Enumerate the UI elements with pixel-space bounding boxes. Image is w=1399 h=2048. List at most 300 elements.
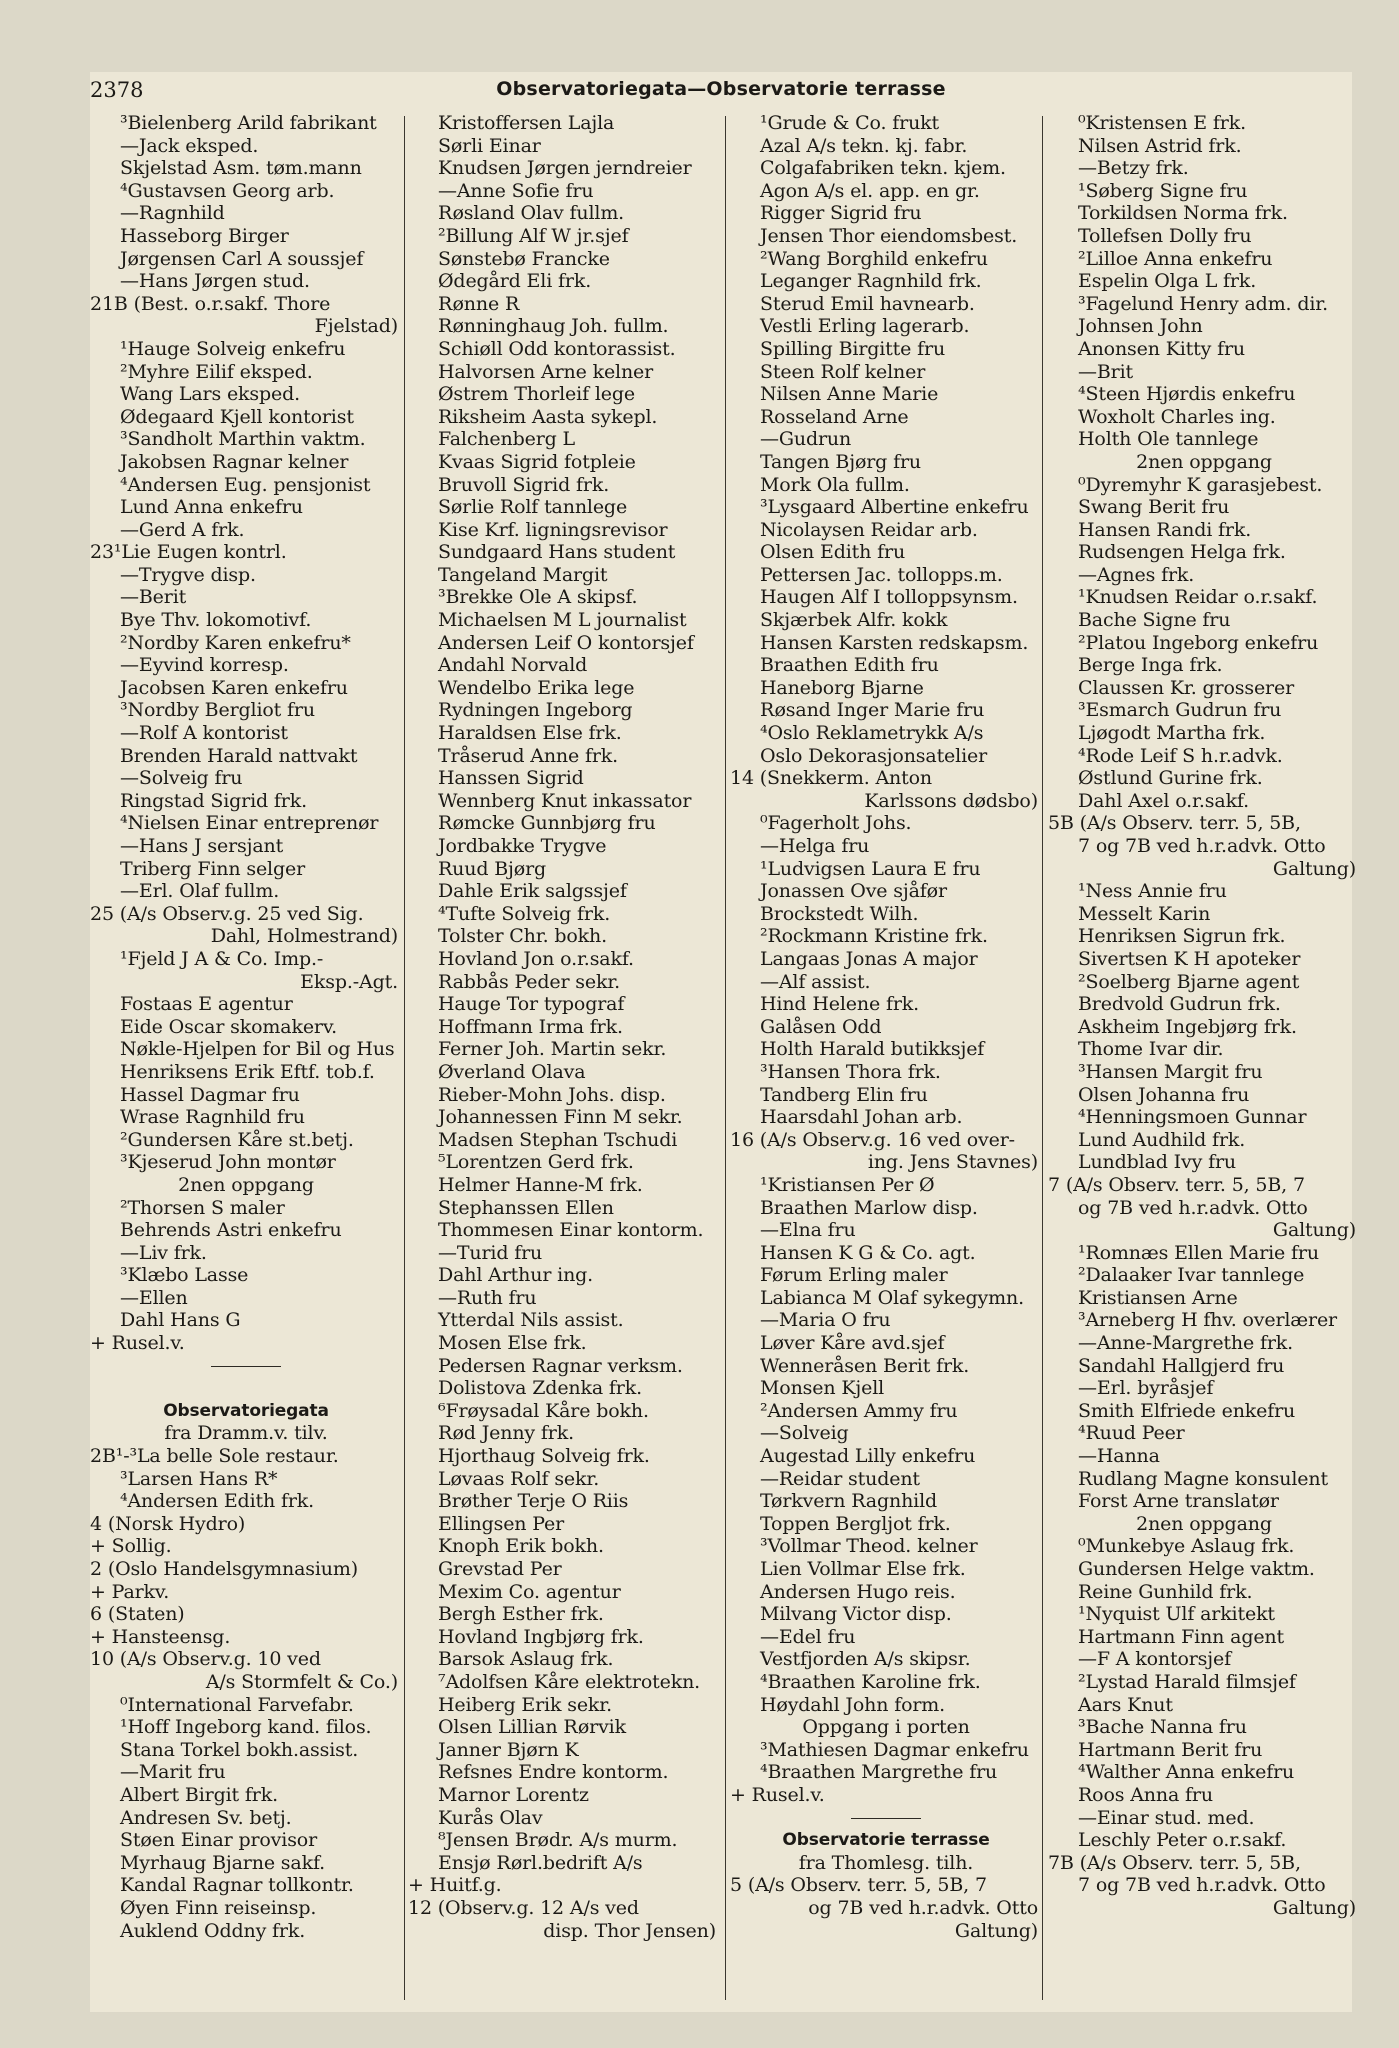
resident-entry: Wrase Ragnhild fru <box>120 1106 305 1129</box>
resident-entry: —Helga fru <box>760 835 870 857</box>
resident-entry: Helmer Hanne-M frk. <box>438 1173 643 1196</box>
resident-entry: Henriksens Erik Eftf. tob.f. <box>120 1060 375 1083</box>
resident-entry: ⁴Braathen Karoline frk. <box>760 1670 981 1693</box>
column-rule <box>725 116 726 2000</box>
resident-entry: Sørlie Rolf tannlege <box>438 496 628 519</box>
resident-entry: ¹Ludvigsen Laura E fru <box>760 857 981 880</box>
resident-entry: ⁴Walther Anna enkefru <box>1078 1761 1295 1784</box>
resident-entry: Kristiansen Arne <box>1078 1286 1238 1309</box>
resident-entry: ³Brekke Ole A skipsf. <box>438 586 638 609</box>
resident-entry: Colgafabriken tekn. kjem. <box>760 157 1006 180</box>
resident-entry: Olsen Edith fru <box>760 541 906 564</box>
resident-entry: Woxholt Charles ing. <box>1078 405 1276 428</box>
resident-entry: ⁴Oslo Reklametrykk A/s <box>760 722 984 745</box>
resident-entry: Smith Elfriede enkefru <box>1078 1399 1296 1422</box>
resident-entry: fra Dramm.v. tilv. <box>164 1422 328 1445</box>
resident-entry: Oslo Dekorasjonsatelier <box>760 744 988 767</box>
directory-page <box>90 72 1356 2012</box>
house-number-entry: 4 (Norsk Hydro) <box>90 1512 246 1535</box>
resident-entry: Dolistova Zdenka frk. <box>438 1377 642 1400</box>
resident-entry: Steen Rolf kelner <box>760 360 926 383</box>
resident-entry: Hovland Jon o.r.sakf. <box>438 947 634 970</box>
resident-entry: Agon A/s el. app. en gr. <box>760 179 980 202</box>
resident-entry: Hoffmann Irma frk. <box>438 1015 623 1038</box>
resident-entry: Bredvold Gudrun frk. <box>1078 993 1281 1016</box>
resident-entry: Ellingsen Per <box>438 1512 565 1535</box>
resident-entry: Wenneråsen Berit frk. <box>760 1354 970 1377</box>
cross-street-marker: + Rusel.v. <box>90 1332 185 1355</box>
resident-entry: ²Andersen Ammy fru <box>760 1399 958 1422</box>
resident-entry: Dahl, Holmestrand) <box>210 925 398 948</box>
resident-entry: Jacobsen Karen enkefru <box>120 676 348 699</box>
resident-entry: Vestfjorden A/s skipsr. <box>760 1648 971 1671</box>
resident-entry: Augestad Lilly enkefru <box>760 1445 976 1468</box>
resident-entry: ³Bache Nanna fru <box>1078 1716 1247 1739</box>
resident-entry: Madsen Stephan Tschudi <box>438 1128 678 1151</box>
resident-entry: ²Rockmann Kristine frk. <box>760 925 988 948</box>
resident-entry: Rydningen Ingeborg <box>438 699 633 722</box>
resident-entry: Stephanssen Ellen <box>438 1196 614 1219</box>
resident-entry: Halvorsen Arne kelner <box>438 360 654 383</box>
resident-entry: Grevstad Per <box>438 1558 562 1580</box>
resident-entry: —Erl. byråsjef <box>1078 1377 1214 1400</box>
resident-entry: ³Arneberg H fhv. overlærer <box>1078 1309 1337 1332</box>
house-number-entry: 2B¹-³La belle Sole restaur. <box>90 1445 339 1468</box>
resident-entry: ⁰Munkebye Aslaug frk. <box>1078 1535 1295 1558</box>
resident-entry: Langaas Jonas A major <box>760 947 978 970</box>
resident-entry: —Elna fru <box>760 1219 856 1242</box>
resident-entry: Sivertsen K H apoteker <box>1078 947 1301 970</box>
resident-entry: Tangen Bjørg fru <box>760 450 921 473</box>
resident-entry: Tolster Chr. bokh. <box>438 925 608 948</box>
column-3 <box>730 112 1042 1942</box>
resident-entry: Ødegaard Kjell kontorist <box>120 405 354 428</box>
resident-entry: ⁴Ruud Peer <box>1078 1422 1185 1445</box>
resident-entry: ⁶Frøysadal Kåre bokh. <box>438 1399 649 1422</box>
resident-entry: ⁴Nielsen Einar entreprenør <box>120 812 379 835</box>
resident-entry: ¹Nyquist Ulf arkitekt <box>1078 1603 1275 1626</box>
resident-entry: Hansen Karsten redskapsm. <box>760 631 1029 654</box>
resident-entry: Røsand Inger Marie fru <box>760 699 985 722</box>
resident-entry: Schiøll Odd kontorassist. <box>438 337 676 360</box>
resident-entry: Kvaas Sigrid fotpleie <box>438 450 636 473</box>
resident-entry: —Hans J sersjant <box>120 835 284 857</box>
resident-entry: Østrem Thorleif lege <box>438 383 635 406</box>
resident-entry: Dahle Erik salgssjef <box>438 880 627 903</box>
resident-entry: Galtung) <box>1272 857 1356 880</box>
resident-entry: ⁰Kristensen E frk. <box>1078 112 1246 134</box>
resident-entry: Rudlang Magne konsulent <box>1078 1467 1328 1490</box>
resident-entry: Hauge Tor typograf <box>438 993 625 1016</box>
resident-entry: Bye Thv. lokomotivf. <box>120 609 312 632</box>
resident-entry: —Anne Sofie fru <box>438 179 594 202</box>
resident-entry: Olsen Johanna fru <box>1078 1083 1250 1106</box>
resident-entry: —Edel fru <box>760 1625 856 1648</box>
resident-entry: —Reidar student <box>760 1467 920 1490</box>
resident-entry: Andersen Hugo reis. <box>760 1580 956 1603</box>
resident-entry: Swang Berit fru <box>1078 496 1230 519</box>
resident-entry: ²Myhre Eilif eksped. <box>120 360 313 383</box>
resident-entry: Kandal Ragnar tollkontr. <box>120 1874 354 1897</box>
resident-entry: —Solveig fru <box>120 767 243 790</box>
resident-entry: 7 og 7B ved h.r.advk. Otto <box>1078 1874 1326 1897</box>
house-number-entry: 7 (A/s Observ. terr. 5, 5B, 7 <box>1048 1173 1305 1196</box>
resident-entry: Albert Birgit frk. <box>120 1783 278 1806</box>
house-number-entry: 12 (Observ.g. 12 A/s ved <box>408 1896 639 1919</box>
resident-entry: Haarsdahl Johan arb. <box>760 1106 963 1129</box>
resident-entry: Jonassen Ove sjåfør <box>760 880 947 903</box>
resident-entry: —Hans Jørgen stud. <box>120 270 310 293</box>
column-4 <box>1048 112 1360 1920</box>
resident-entry: ²Wang Borghild enkefru <box>760 247 988 270</box>
resident-entry: Fjelstad) <box>314 315 398 338</box>
house-number-entry: 10 (A/s Observ.g. 10 ved <box>90 1648 321 1671</box>
street-heading: Observatorie terrasse <box>782 1830 990 1851</box>
resident-entry: ³Kjeserud John montør <box>120 1151 336 1174</box>
resident-entry: Askheim Ingebjørg frk. <box>1078 1015 1297 1038</box>
resident-entry: Vestli Erling lagerarb. <box>760 315 970 338</box>
resident-entry: —Alf assist. <box>760 970 871 993</box>
resident-entry: Skjelstad Asm. tøm.mann <box>120 157 362 180</box>
resident-entry: Ringstad Sigrid frk. <box>120 789 307 812</box>
resident-entry: Espelin Olga L frk. <box>1078 270 1257 293</box>
resident-entry: Nicolaysen Reidar arb. <box>760 518 978 541</box>
resident-entry: —Hanna <box>1078 1445 1160 1468</box>
resident-entry: Triberg Finn selger <box>120 857 306 880</box>
resident-entry: Azal A/s tekn. kj. fabr. <box>760 134 968 157</box>
resident-entry: ³Hansen Thora frk. <box>760 1060 941 1083</box>
resident-entry: Rosseland Arne <box>760 405 909 428</box>
resident-entry: Mosen Else frk. <box>438 1332 587 1355</box>
resident-entry: Sandahl Hallgjerd fru <box>1078 1354 1285 1377</box>
resident-entry: Kristoffersen Lajla <box>438 112 615 134</box>
resident-entry: ⁰Dyremyhr K garasjebest. <box>1078 473 1323 496</box>
resident-entry: Jensen Thor eiendomsbest. <box>760 224 1018 247</box>
resident-entry: Ytterdal Nils assist. <box>438 1309 624 1332</box>
house-number-entry: 16 (A/s Observ.g. 16 ved over- <box>730 1128 1015 1151</box>
resident-entry: Hassel Dagmar fru <box>120 1083 300 1106</box>
resident-entry: ¹Ness Annie fru <box>1078 880 1227 903</box>
resident-entry: —Jack eksped. <box>120 134 259 157</box>
resident-entry: Tollefsen Dolly fru <box>1078 224 1252 247</box>
resident-entry: Labianca M Olaf sykegymn. <box>760 1286 1024 1309</box>
resident-entry: Reine Gunhild frk. <box>1078 1580 1253 1603</box>
resident-entry: og 7B ved h.r.advk. Otto <box>1078 1196 1308 1219</box>
resident-entry: Haneborg Bjarne <box>760 676 924 699</box>
resident-entry: Toppen Bergljot frk. <box>760 1512 951 1535</box>
resident-entry: ¹Hauge Solveig enkefru <box>120 337 346 360</box>
resident-entry: ¹Kristiansen Per Ø <box>760 1173 935 1196</box>
resident-entry: 7 og 7B ved h.r.advk. Otto <box>1078 835 1326 857</box>
resident-entry: Johnsen John <box>1078 315 1203 338</box>
cross-street-marker: + Rusel.v. <box>730 1783 825 1806</box>
resident-entry: Milvang Victor disp. <box>760 1603 952 1626</box>
resident-entry: Behrends Astri enkefru <box>120 1219 342 1242</box>
resident-entry: Claussen Kr. grosserer <box>1078 676 1295 699</box>
resident-entry: ²Lystad Harald filmsjef <box>1078 1670 1296 1693</box>
resident-entry: Barsok Aslaug frk. <box>438 1648 614 1671</box>
resident-entry: Anonsen Kitty fru <box>1078 337 1246 360</box>
house-number-entry: 5 (A/s Observ. terr. 5, 5B, 7 <box>730 1874 987 1897</box>
resident-entry: ³Larsen Hans R* <box>120 1467 278 1490</box>
resident-entry: Rudsengen Helga frk. <box>1078 541 1286 564</box>
page-number: 2378 <box>90 78 144 102</box>
resident-entry: Lund Audhild frk. <box>1078 1128 1246 1151</box>
resident-entry: Østlund Gurine frk. <box>1078 767 1263 790</box>
resident-entry: 2nen oppgang <box>178 1173 314 1196</box>
resident-entry: ¹Grude & Co. frukt <box>760 112 940 134</box>
resident-entry: Skjærbek Alfr. kokk <box>760 609 948 632</box>
resident-entry: —Agnes frk. <box>1078 563 1195 586</box>
resident-entry: —Rolf A kontorist <box>120 722 288 745</box>
resident-entry: —Gudrun <box>760 428 852 451</box>
house-number-entry: 23¹Lie Eugen kontrl. <box>90 541 287 564</box>
resident-entry: Hansen K G & Co. agt. <box>760 1241 976 1264</box>
resident-entry: Rabbås Peder sekr. <box>438 970 621 993</box>
resident-entry: Henriksen Sigrun frk. <box>1078 925 1286 948</box>
resident-entry: Ljøgodt Martha frk. <box>1078 722 1266 745</box>
resident-entry: Fostaas E agentur <box>120 993 293 1016</box>
resident-entry: ⁴Andersen Eug. pensjonist <box>120 473 371 496</box>
resident-entry: Nøkle-Hjelpen for Bil og Hus <box>120 1038 395 1061</box>
resident-entry: —F A kontorsjef <box>1078 1648 1231 1671</box>
resident-entry: Braathen Edith fru <box>760 654 939 677</box>
resident-entry: Kurås Olav <box>438 1806 543 1829</box>
resident-entry: Messelt Karin <box>1078 902 1211 925</box>
resident-entry: Ruud Bjørg <box>438 857 547 880</box>
cross-street-marker: + Hansteensg. <box>90 1625 231 1648</box>
resident-entry: Sterud Emil havnearb. <box>760 292 975 315</box>
resident-entry: Leganger Ragnhild frk. <box>760 270 982 293</box>
house-number-entry: 7B (A/s Observ. terr. 5, 5B, <box>1048 1851 1301 1874</box>
resident-entry: Jordbakke Trygve <box>438 835 607 857</box>
resident-entry: Michaelsen M L journalist <box>438 609 687 632</box>
resident-entry: ³Esmarch Gudrun fru <box>1078 699 1282 722</box>
resident-entry: ²Nordby Karen enkefru* <box>120 631 351 654</box>
resident-entry: ¹Hoff Ingeborg kand. filos. <box>120 1716 372 1739</box>
resident-entry: Heiberg Erik sekr. <box>438 1693 613 1716</box>
resident-entry: Høydahl John form. <box>760 1693 946 1716</box>
resident-entry: Øyen Finn reiseinsp. <box>120 1896 317 1919</box>
resident-entry: Sønstebø Francke <box>438 247 610 270</box>
resident-entry: ²Dalaaker Ivar tannlege <box>1078 1264 1305 1287</box>
resident-entry: Hind Helene frk. <box>760 993 920 1016</box>
resident-entry: ²Gundersen Kåre st.betj. <box>120 1128 354 1151</box>
resident-entry: Hjorthaug Solveig frk. <box>438 1445 650 1468</box>
resident-entry: ²Billung Alf W jr.sjef <box>438 224 629 247</box>
resident-entry: —Marit fru <box>120 1761 226 1784</box>
cross-street-marker: + Sollig. <box>90 1535 172 1558</box>
resident-entry: Rigger Sigrid fru <box>760 202 922 225</box>
resident-entry: Løvaas Rolf sekr. <box>438 1467 600 1490</box>
column-rule <box>1042 116 1043 2000</box>
house-number-entry: 6 (Staten) <box>90 1603 185 1626</box>
resident-entry: Sundgaard Hans student <box>438 541 676 564</box>
resident-entry: Ferner Joh. Martin sekr. <box>438 1038 667 1061</box>
resident-entry: Pettersen Jac. tollopps.m. <box>760 563 1003 586</box>
resident-entry: fra Thomlesg. tilh. <box>798 1851 974 1874</box>
resident-entry: 2nen oppgang <box>1136 1512 1272 1535</box>
resident-entry: Andahl Norvald <box>438 654 588 677</box>
resident-entry: Brockstedt Wilh. <box>760 902 919 925</box>
resident-entry: —Turid fru <box>438 1241 543 1264</box>
resident-entry: Stana Torkel bokh.assist. <box>120 1738 359 1761</box>
resident-entry: Holth Harald butikksjef <box>760 1038 985 1061</box>
resident-entry: Rømcke Gunnbjørg fru <box>438 812 656 835</box>
resident-entry: ²Platou Ingeborg enkefru <box>1078 631 1319 654</box>
resident-entry: ¹Søberg Signe fru <box>1078 179 1248 202</box>
resident-entry: ¹Fjeld J A & Co. Imp.- <box>120 947 324 970</box>
resident-entry: Andresen Sv. betj. <box>120 1806 292 1829</box>
resident-entry: —Ruth fru <box>438 1286 537 1309</box>
resident-entry: Olsen Lillian Rørvik <box>438 1716 626 1739</box>
running-title: Observatoriegata—Observatorie terrasse <box>496 78 946 100</box>
resident-entry: Hansen Randi frk. <box>1078 518 1252 541</box>
resident-entry: Nilsen Anne Marie <box>760 383 939 406</box>
house-number-entry: 21B (Best. o.r.sakf. Thore <box>90 292 331 315</box>
resident-entry: Riksheim Aasta sykepl. <box>438 405 658 428</box>
cross-street-marker: + Huitf.g. <box>408 1874 502 1897</box>
resident-entry: ³Vollmar Theod. kelner <box>760 1535 978 1558</box>
resident-entry: ⁰International Farvefabr. <box>120 1693 354 1716</box>
resident-entry: Myrhaug Bjarne sakf. <box>120 1851 326 1874</box>
resident-entry: ³Klæbo Lasse <box>120 1264 249 1287</box>
resident-entry: Sørli Einar <box>438 134 541 157</box>
resident-entry: ²Thorsen S maler <box>120 1196 285 1219</box>
resident-entry: Galåsen Odd <box>760 1015 882 1038</box>
resident-entry: Wang Lars eksped. <box>120 383 301 406</box>
resident-entry: Støen Einar provisor <box>120 1829 318 1852</box>
resident-entry: Kise Krf. ligningsrevisor <box>438 518 668 541</box>
house-number-entry: 14 (Snekkerm. Anton <box>730 767 932 790</box>
resident-entry: Førum Erling maler <box>760 1264 948 1287</box>
resident-entry: —Anne-Margrethe frk. <box>1078 1332 1294 1355</box>
resident-entry: Mexim Co. agentur <box>438 1580 621 1603</box>
resident-entry: ⁸Jensen Brødr. A/s murm. <box>438 1829 678 1852</box>
resident-entry: 2nen oppgang <box>1136 450 1272 473</box>
resident-entry: ⁴Andersen Edith frk. <box>120 1490 315 1513</box>
resident-entry: Karlssons dødsbo) <box>864 789 1038 812</box>
resident-entry: Thommesen Einar kontorm. <box>438 1219 704 1242</box>
resident-entry: ³Lysgaard Albertine enkefru <box>760 496 1029 519</box>
resident-entry: Mork Ola fullm. <box>760 473 910 496</box>
resident-entry: og 7B ved h.r.advk. Otto <box>808 1896 1038 1919</box>
resident-entry: ⁴Steen Hjørdis enkefru <box>1078 383 1296 406</box>
resident-entry: Dahl Arthur ing. <box>438 1264 594 1287</box>
resident-entry: Eksp.-Agt. <box>300 970 398 993</box>
resident-entry: Galtung) <box>954 1919 1038 1942</box>
resident-entry: Brøther Terje O Riis <box>438 1490 629 1513</box>
resident-entry: —Liv frk. <box>120 1241 207 1264</box>
resident-entry: Spilling Birgitte fru <box>760 337 946 360</box>
section-divider <box>90 1355 402 1378</box>
resident-entry: Auklend Oddny frk. <box>120 1919 306 1942</box>
resident-entry: Lundblad Ivy fru <box>1078 1151 1236 1174</box>
resident-entry: ⁴Rode Leif S h.r.advk. <box>1078 744 1283 767</box>
resident-entry: ⁰Fagerholt Johs. <box>760 812 912 835</box>
resident-entry: Eide Oscar skomakerv. <box>120 1015 338 1038</box>
resident-entry: Monsen Kjell <box>760 1377 885 1400</box>
resident-entry: Dahl Axel o.r.sakf. <box>1078 789 1250 812</box>
resident-entry: ¹Romnæs Ellen Marie fru <box>1078 1241 1319 1264</box>
resident-entry: Marnor Lorentz <box>438 1783 589 1806</box>
resident-entry: —Eyvind korresp. <box>120 654 289 677</box>
resident-entry: —Ellen <box>120 1286 188 1309</box>
resident-entry: Brenden Harald nattvakt <box>120 744 358 767</box>
resident-entry: Jakobsen Ragnar kelner <box>120 450 349 473</box>
resident-entry: ⁴Gustavsen Georg arb. <box>120 179 335 202</box>
resident-entry: ³Fagelund Henry adm. dir. <box>1078 292 1329 315</box>
resident-entry: ²Lilloe Anna enkefru <box>1078 247 1273 270</box>
column-2 <box>408 112 720 1942</box>
resident-entry: ³Bielenberg Arild fabrikant <box>120 112 377 134</box>
resident-entry: Rønne R <box>438 292 520 315</box>
house-number-entry: 25 (A/s Observ.g. 25 ved Sig. <box>90 902 364 925</box>
resident-entry: Tandberg Elin fru <box>760 1083 928 1106</box>
resident-entry: Nilsen Astrid frk. <box>1078 134 1242 157</box>
column-1 <box>90 112 402 1942</box>
resident-entry: Bache Signe fru <box>1078 609 1231 632</box>
resident-entry: ³Nordby Bergliot fru <box>120 699 315 722</box>
resident-entry: Refsnes Endre kontorm. <box>438 1761 669 1784</box>
resident-entry: ⁵Lorentzen Gerd frk. <box>438 1151 634 1174</box>
resident-entry: Bruvoll Sigrid frk. <box>438 473 610 496</box>
resident-entry: ²Soelberg Bjarne agent <box>1078 970 1300 993</box>
resident-entry: Haugen Alf I tolloppsynsm. <box>760 586 1018 609</box>
resident-entry: Jørgensen Carl A soussjef <box>120 247 364 270</box>
resident-entry: Ødegård Eli frk. <box>438 270 592 293</box>
resident-entry: Hovland Ingbjørg frk. <box>438 1625 644 1648</box>
resident-entry: Løver Kåre avd.sjef <box>760 1332 945 1355</box>
resident-entry: ⁴Tufte Solveig frk. <box>438 902 611 925</box>
resident-entry: —Gerd A frk. <box>120 518 245 541</box>
resident-entry: Wennberg Knut inkassator <box>438 789 692 812</box>
resident-entry: —Ragnhild <box>120 202 225 225</box>
resident-entry: Tørkvern Ragnhild <box>760 1490 938 1513</box>
resident-entry: ing. Jens Stavnes) <box>867 1151 1038 1174</box>
resident-entry: Roos Anna fru <box>1078 1783 1213 1806</box>
resident-entry: ⁴Braathen Margrethe fru <box>760 1761 998 1784</box>
resident-entry: ⁷Adolfsen Kåre elektrotekn. <box>438 1670 701 1693</box>
resident-entry: Forst Arne translatør <box>1078 1490 1279 1513</box>
resident-entry: Øverland Olava <box>438 1060 586 1083</box>
resident-entry: ³Mathiesen Dagmar enkefru <box>760 1738 1029 1761</box>
resident-entry: Hasseborg Birger <box>120 224 289 247</box>
resident-entry: Knudsen Jørgen jerndreier <box>438 157 692 180</box>
resident-entry: Tangeland Margit <box>438 563 608 586</box>
resident-entry: ⁴Henningsmoen Gunnar <box>1078 1106 1307 1129</box>
resident-entry: Hartmann Finn agent <box>1078 1625 1285 1648</box>
resident-entry: Dahl Hans G <box>120 1309 241 1332</box>
resident-entry: Leschly Peter o.r.sakf. <box>1078 1829 1287 1852</box>
resident-entry: —Berit <box>120 586 187 609</box>
resident-entry: Gundersen Helge vaktm. <box>1078 1558 1315 1580</box>
resident-entry: Hanssen Sigrid <box>438 767 584 790</box>
resident-entry: Wendelbo Erika lege <box>438 676 635 699</box>
resident-entry: Oppgang i porten <box>802 1716 970 1739</box>
resident-entry: Berge Inga frk. <box>1078 654 1223 677</box>
resident-entry: Johannessen Finn M sekr. <box>438 1106 683 1129</box>
resident-entry: Holth Ole tannlege <box>1078 428 1259 451</box>
resident-entry: Ensjø Rørl.bedrift A/s <box>438 1851 643 1874</box>
resident-entry: —Erl. Olaf fullm. <box>120 880 280 903</box>
resident-entry: Falchenberg L <box>438 428 576 451</box>
resident-entry: Aars Knut <box>1078 1693 1173 1716</box>
resident-entry: —Trygve disp. <box>120 563 256 586</box>
resident-entry: —Solveig <box>760 1422 849 1445</box>
resident-entry: Bergh Esther frk. <box>438 1603 604 1626</box>
resident-entry: Haraldsen Else frk. <box>438 722 622 745</box>
